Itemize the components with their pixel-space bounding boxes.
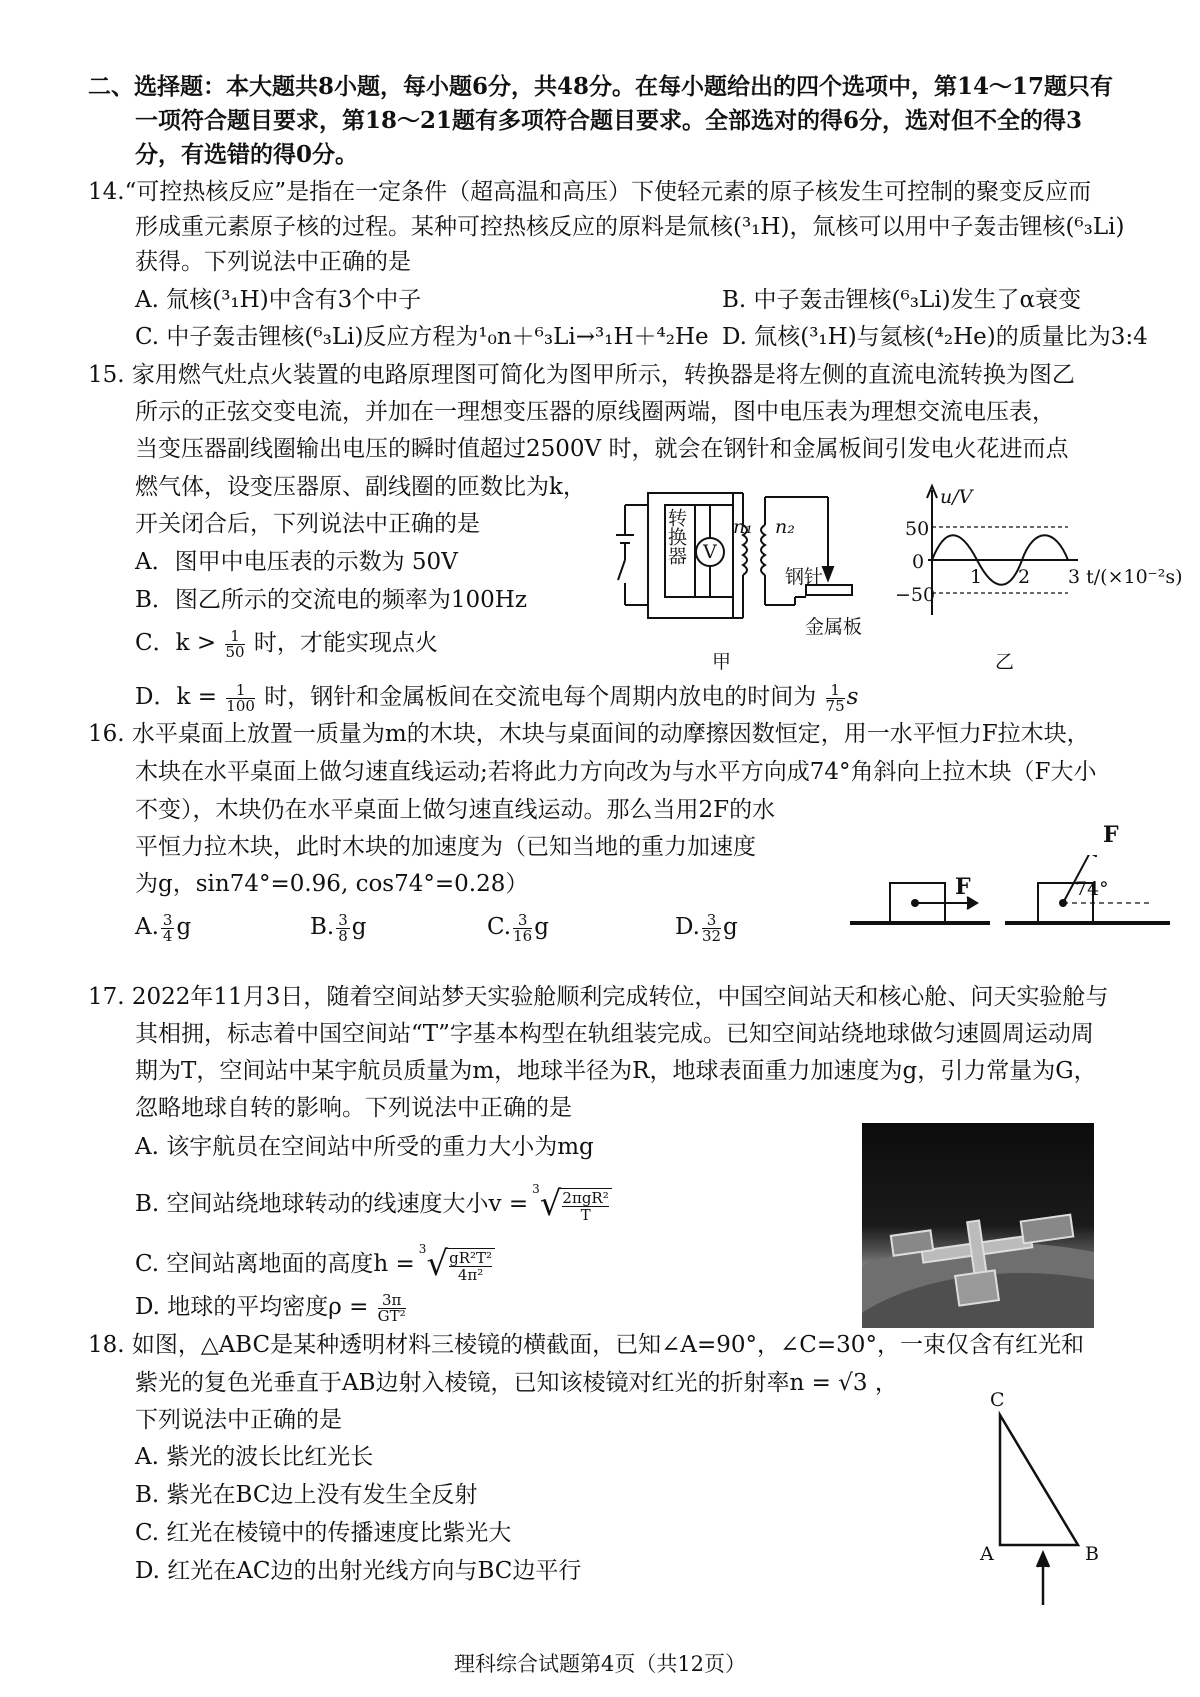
q16-b-label: B. bbox=[310, 914, 335, 940]
q15-c-den: 50 bbox=[225, 642, 245, 661]
q15-stem-line5: 开关闭合后，下列说法中正确的是 bbox=[135, 511, 480, 537]
switch-icon bbox=[618, 560, 625, 580]
x-tick-2: 2 bbox=[1018, 566, 1031, 588]
figure-yi-caption: 乙 bbox=[995, 651, 1015, 673]
q16-b-g: g bbox=[351, 914, 367, 940]
q15-d-den: 100 bbox=[226, 696, 255, 715]
q15-option-c bbox=[135, 626, 438, 660]
circuit-frame bbox=[648, 493, 733, 618]
q16-a-g: g bbox=[176, 914, 192, 940]
q18-option-b: B. 紫光在BC边上没有发生全反射 bbox=[135, 1482, 478, 1508]
q15-d-den2: 75 bbox=[825, 696, 845, 715]
q15-stem-line2: 所示的正弦交变电流，并加在一理想变压器的原线圈两端，图中电压表为理想交流电压表， bbox=[135, 399, 1055, 425]
q16-force-label-angled: F bbox=[1103, 822, 1119, 848]
q16-angle-label: 74° bbox=[1075, 878, 1109, 900]
y-tick-0: 0 bbox=[912, 551, 925, 573]
q16-option-c bbox=[487, 910, 549, 944]
q16-b-den: 8 bbox=[338, 926, 348, 945]
q16-d-fraction bbox=[701, 910, 722, 945]
q17-stem-line1: 17. 2022年11月3日，随着空间站梦天实验舱顺利完成转位，中国空间站天和核心舱、问天实验舱与 bbox=[88, 984, 1109, 1010]
section-header-line2: 一项符合题目要求，第18～21题有多项符合题目要求。全部选对的得6分，选对但不全的得3 bbox=[135, 107, 1083, 134]
q15-d-num2: 1 bbox=[826, 683, 845, 699]
q14-option-d: D. 氚核(³₁H)与氦核(⁴₂He)的质量比为3:4 bbox=[722, 324, 1148, 350]
q15-stem-line4: 燃气体，设变压器原、副线圈的匝数比为k， bbox=[135, 474, 586, 500]
q17-d-den: GT² bbox=[377, 1306, 406, 1325]
q16-d-den: 32 bbox=[701, 926, 722, 945]
q17-option-b bbox=[135, 1172, 612, 1223]
q15-option-a: A．图甲中电压表的示数为 50V bbox=[135, 549, 458, 575]
y-axis-label: u/V bbox=[940, 486, 973, 508]
voltmeter-label: V bbox=[703, 541, 717, 563]
ray-arrowhead bbox=[1037, 1553, 1049, 1567]
q16-stem-line4: 平恒力拉木块，此时木块的加速度为（已知当地的重力加速度 bbox=[135, 834, 756, 860]
q16-a-label: A. bbox=[135, 914, 159, 940]
converter-label: 转换器 bbox=[665, 508, 687, 565]
q17-d-num: 3π bbox=[378, 1293, 406, 1309]
q15-option-c-fraction bbox=[225, 626, 245, 661]
q17-d-prefix: D. 地球的平均密度ρ = bbox=[135, 1294, 369, 1320]
q15-stem-line1: 15. 家用燃气灶点火装置的电路原理图可简化为图甲所示，转换器是将左侧的直流电流转换为图乙 bbox=[88, 362, 1075, 388]
q17-d-fraction bbox=[377, 1290, 406, 1325]
q16-c-fraction bbox=[513, 910, 533, 945]
q17-option-d bbox=[135, 1290, 408, 1324]
vertex-a-label: A bbox=[980, 1543, 994, 1565]
q15-option-d-fraction1 bbox=[226, 680, 255, 715]
q16-b-num: 3 bbox=[338, 910, 348, 929]
q17-stem-line2: 其相拥，标志着中国空间站“T”字基本构型在轨组装完成。已知空间站绕地球做匀速圆周运动周 bbox=[135, 1021, 1094, 1047]
q16-force-label-horizontal: F bbox=[955, 874, 971, 900]
q17-stem-line4: 忽略地球自转的影响。下列说法中正确的是 bbox=[135, 1095, 572, 1121]
q14-stem-line2: 形成重元素原子核的过程。某种可控热核反应的原料是氚核(³₁H)，氚核可以用中子轰击锂核(⁶₃Li) bbox=[135, 214, 1125, 240]
q16-d-num: 3 bbox=[702, 913, 721, 929]
vertex-b-label: B bbox=[1085, 1543, 1099, 1565]
q16-b-fraction bbox=[336, 910, 350, 945]
n1-label: n₁ bbox=[733, 516, 753, 538]
y-tick-neg50: −50 bbox=[895, 584, 936, 606]
q15-stem-line3: 当变压器副线圈输出电压的瞬时值超过2500V 时，就会在钢针和金属板间引发电火花进而点 bbox=[135, 436, 1069, 462]
q17-c-num: gR²T² bbox=[449, 1248, 493, 1267]
q16-stem-line2: 木块在水平桌面上做匀速直线运动;若将此力方向改为与水平方向成74°角斜向上拉木块（F大小 bbox=[135, 759, 1097, 785]
q16-stem-line3: 不变），木块仍在水平桌面上做匀速直线运动。那么当用2F的水 bbox=[135, 797, 776, 823]
secondary-coil bbox=[761, 525, 765, 575]
x-tick-1: 1 bbox=[970, 566, 983, 588]
figure-jia-caption: 甲 bbox=[712, 651, 732, 673]
q15-option-d-prefix: D．k = bbox=[135, 684, 217, 710]
q18-stem-line3: 下列说法中正确的是 bbox=[135, 1407, 342, 1433]
q15-option-c-suffix: 时，才能实现点火 bbox=[253, 630, 438, 656]
q18-prism-figure bbox=[980, 1395, 1100, 1610]
q18-stem-line1: 18. 如图，△ABC是某种透明材料三棱镜的横截面，已知∠A=90°，∠C=30°，一束仅含有红光和 bbox=[88, 1332, 1084, 1358]
q17-stem-line3: 期为T，空间站中某宇航员质量为m，地球半径为R，地球表面重力加速度为g，引力常量为G， bbox=[135, 1058, 1097, 1084]
space-station-illustration bbox=[862, 1123, 1094, 1328]
q16-option-d bbox=[675, 910, 738, 944]
y-tick-50: 50 bbox=[905, 518, 930, 540]
q16-d-g: g bbox=[723, 914, 738, 940]
q17-c-den: 4π² bbox=[457, 1265, 484, 1284]
needle-label: 钢针 bbox=[785, 566, 824, 588]
q17-b-prefix: B. 空间站绕地球转动的线速度大小v = bbox=[135, 1191, 529, 1217]
q15-option-d-fraction2 bbox=[825, 680, 845, 715]
q16-a-fraction bbox=[161, 910, 175, 945]
q17-b-den: T bbox=[580, 1205, 591, 1224]
q17-option-a: A. 该宇航员在空间站中所受的重力大小为mg bbox=[135, 1134, 594, 1160]
q17-c-prefix: C. 空间站离地面的高度h = bbox=[135, 1251, 415, 1277]
q15-option-d bbox=[135, 680, 858, 714]
radical-icon: √ bbox=[426, 1244, 449, 1284]
q17-b-root-index: 3 bbox=[532, 1182, 540, 1196]
q16-option-b bbox=[310, 910, 367, 944]
q15-option-c-prefix: C．k > bbox=[135, 630, 217, 656]
q15-option-b: B．图乙所示的交流电的频率为100Hz bbox=[135, 587, 527, 613]
q16-c-g: g bbox=[534, 914, 549, 940]
q17-c-root-index: 3 bbox=[418, 1242, 427, 1256]
x-axis-label: 3 t/(×10⁻²s) bbox=[1068, 566, 1183, 588]
q18-stem-line2: 紫光的复色光垂直于AB边射入棱镜，已知该棱镜对红光的折射率n = √3 ， bbox=[135, 1370, 898, 1396]
q17-option-c bbox=[135, 1232, 495, 1283]
radical-icon: √ bbox=[539, 1184, 562, 1224]
vertex-c-label: C bbox=[990, 1389, 1005, 1411]
q16-d-label: D. bbox=[675, 914, 700, 940]
q16-a-den: 4 bbox=[162, 926, 173, 945]
q16-stem-line5: 为g，sin74°=0.96, cos74°=0.28） bbox=[135, 871, 529, 897]
q16-c-num: 3 bbox=[513, 913, 532, 929]
q18-option-c: C. 红光在棱镜中的传播速度比紫光大 bbox=[135, 1520, 512, 1546]
q14-stem-line1: 14.“可控热核反应”是指在一定条件（超高温和高压）下使轻元素的原子核发生可控制的聚变反应而 bbox=[88, 179, 1092, 205]
prism-triangle bbox=[1000, 1415, 1078, 1545]
q16-stem-line1: 16. 水平桌面上放置一质量为m的木块，木块与桌面间的动摩擦因数恒定，用一水平恒力F拉木块， bbox=[88, 721, 1090, 747]
q14-option-c: C. 中子轰击锂核(⁶₃Li)反应方程为¹₀n＋⁶₃Li→³₁H＋⁴₂He bbox=[135, 324, 709, 350]
space-station-photo bbox=[862, 1123, 1094, 1328]
q16-c-den: 16 bbox=[513, 926, 533, 945]
needle-tip bbox=[823, 567, 833, 580]
q15-option-d-unit: s bbox=[846, 684, 859, 710]
page-footer: 理科综合试题第4页（共12页） bbox=[453, 1652, 747, 1676]
section-header-line3: 分，有选错的得0分。 bbox=[135, 141, 359, 168]
q15-option-d-middle: 时，钢针和金属板间在交流电每个周期内放电的时间为 bbox=[264, 684, 817, 710]
q14-option-a: A. 氚核(³₁H)中含有3个中子 bbox=[135, 287, 422, 313]
q14-option-b: B. 中子轰击锂核(⁶₃Li)发生了α衰变 bbox=[722, 287, 1082, 313]
q16-a-num: 3 bbox=[162, 910, 173, 929]
q16-c-label: C. bbox=[487, 914, 512, 940]
q16-option-a bbox=[135, 910, 191, 944]
q17-c-radicand bbox=[446, 1248, 495, 1283]
q16-figures bbox=[850, 855, 1180, 935]
plate-label: 金属板 bbox=[805, 616, 863, 638]
section-header-line1: 二、选择题：本大题共8小题，每小题6分，共48分。在每小题给出的四个选项中，第14～17题只有 bbox=[88, 73, 1114, 100]
q18-option-a: A. 紫光的波长比红光长 bbox=[135, 1444, 374, 1470]
q18-option-d: D. 红光在AC边的出射光线方向与BC边平行 bbox=[135, 1558, 582, 1584]
q17-b-radicand bbox=[559, 1188, 611, 1223]
q15-d-num: 1 bbox=[226, 683, 255, 699]
q14-stem-line3: 获得。下列说法中正确的是 bbox=[135, 249, 411, 275]
q17-b-num: 2πgR² bbox=[562, 1188, 609, 1207]
n2-label: n₂ bbox=[775, 516, 795, 538]
q15-c-num: 1 bbox=[225, 629, 244, 645]
